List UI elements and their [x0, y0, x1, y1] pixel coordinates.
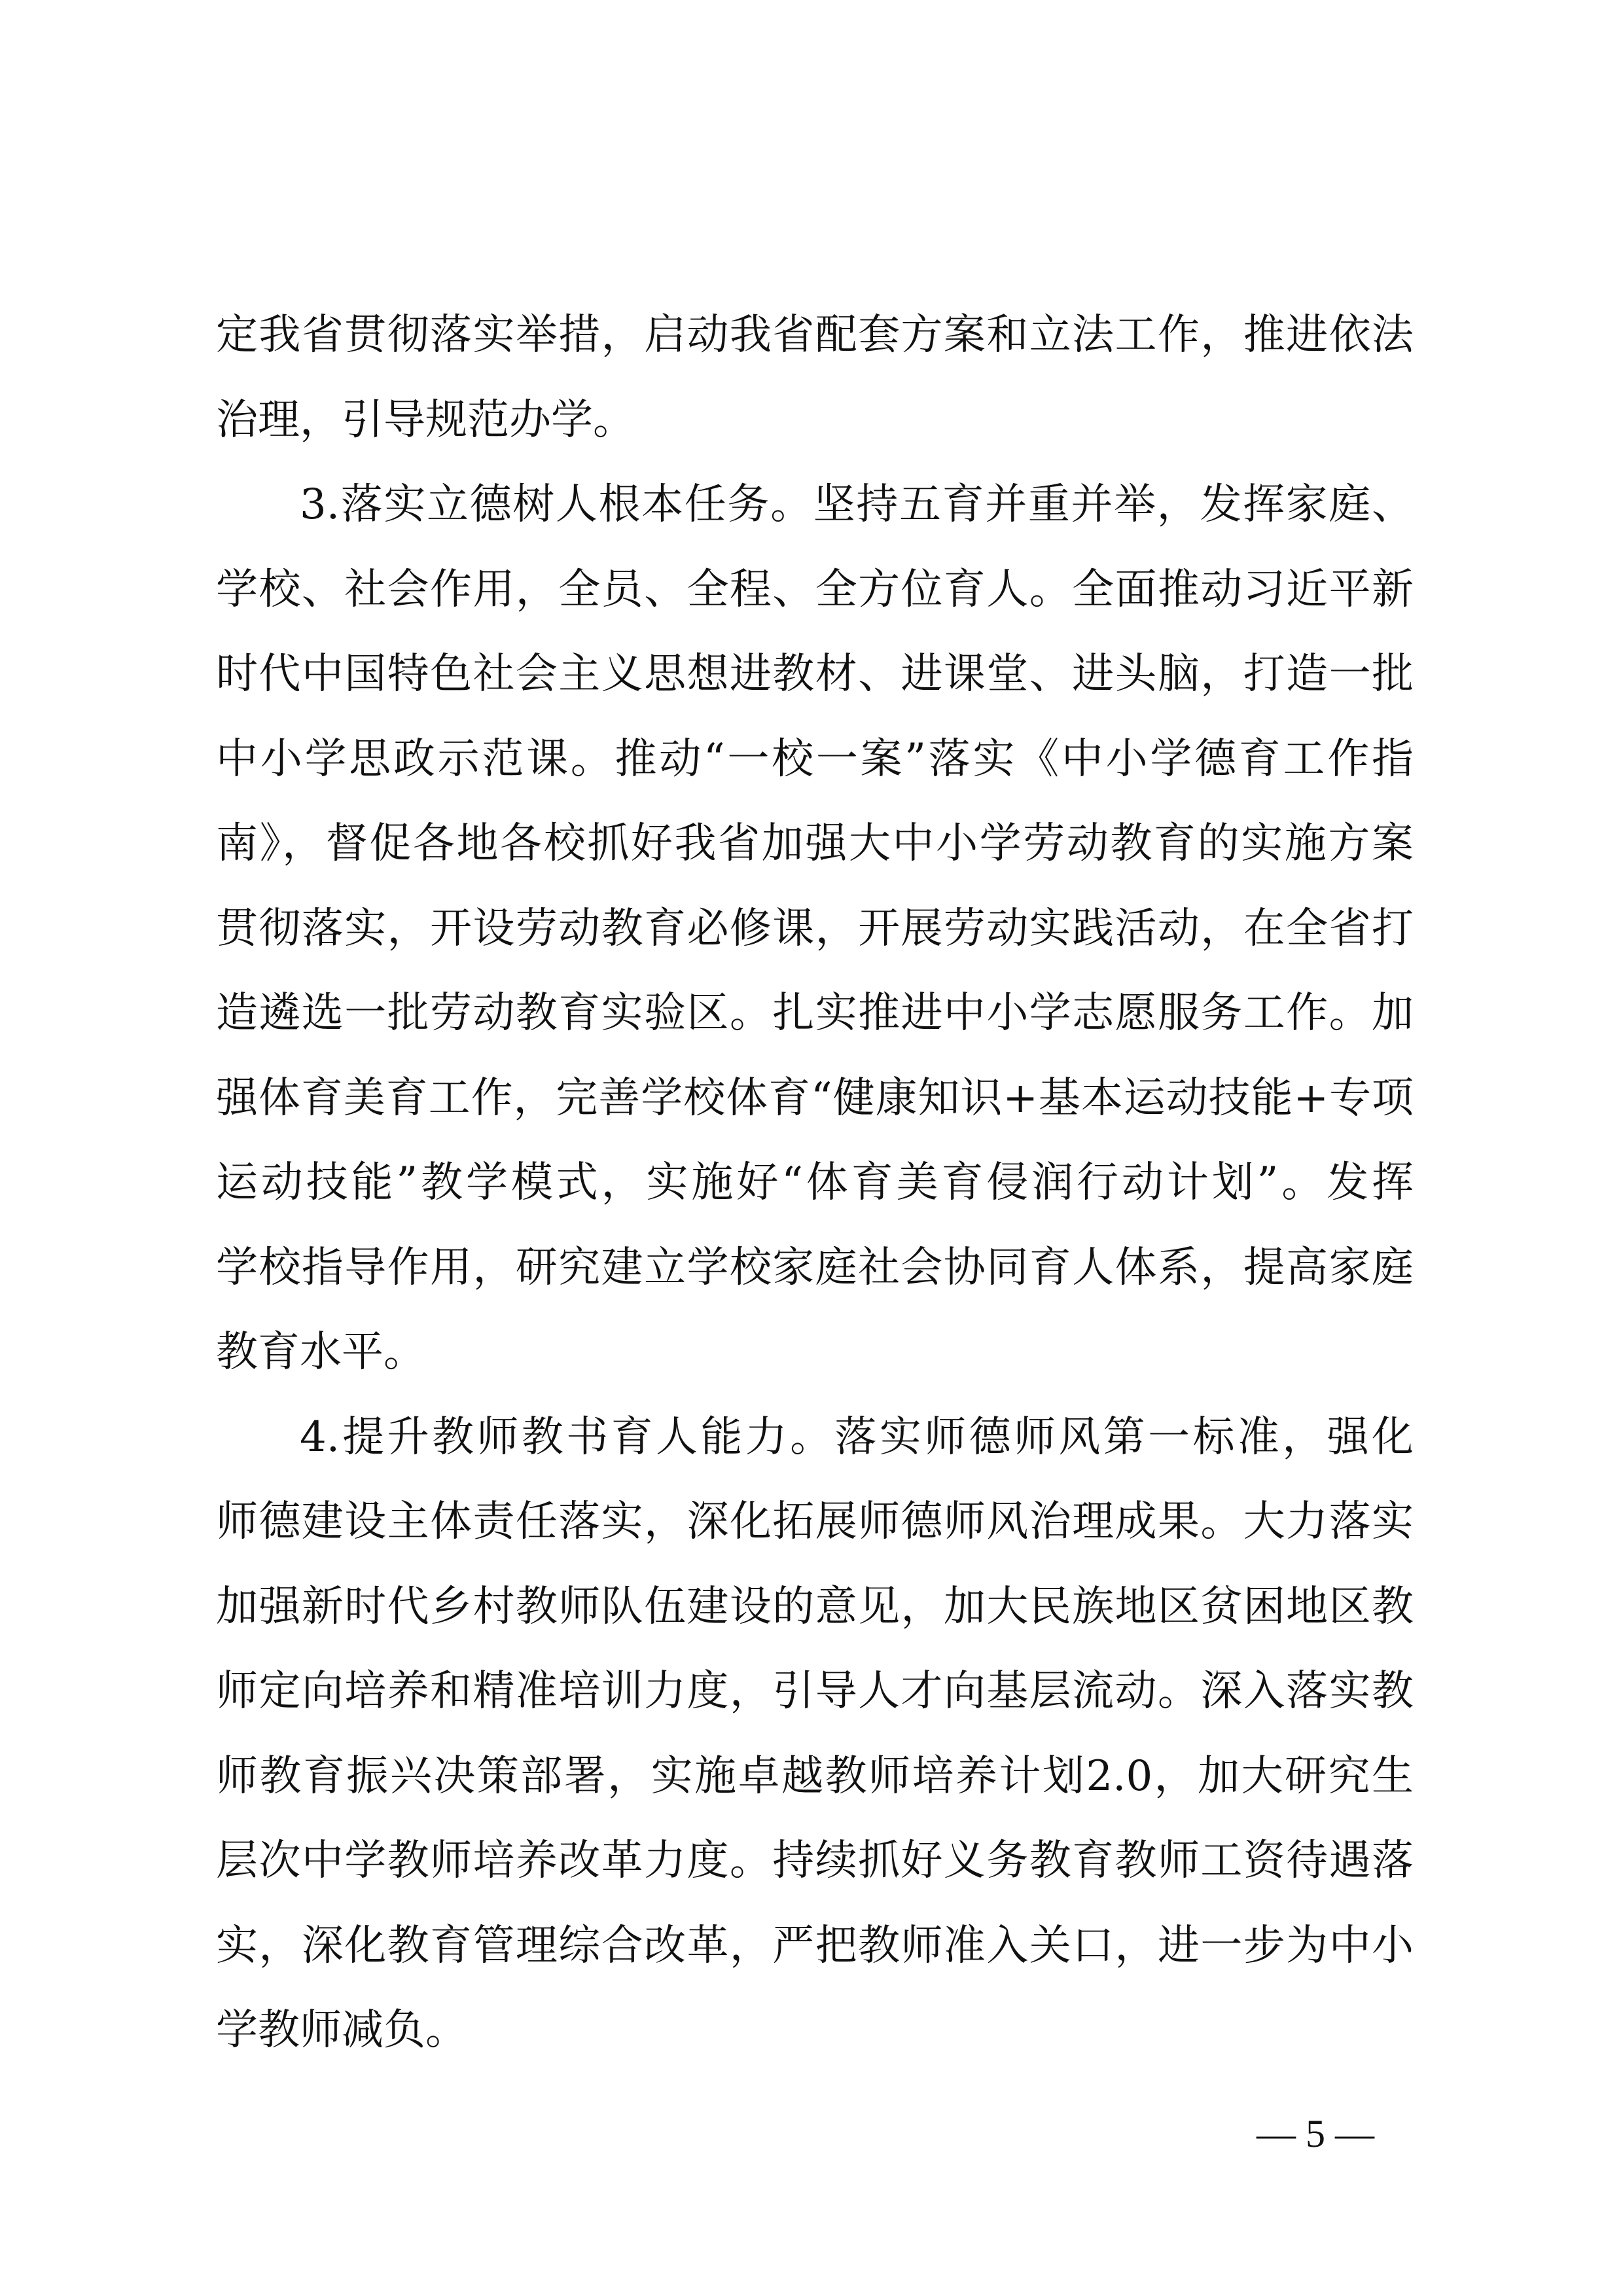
section-heading-line: 4.提升教师教书育人能力。落实师德师风第一标准，强化: [300, 1412, 1414, 1462]
text-line: 时代中国特色社会主义思想进教材、进课堂、进头脑，打造一批: [216, 650, 1414, 698]
text-line: 中小学思政示范课。推动“一校一案”落实《中小学德育工作指: [216, 734, 1414, 783]
text-line: 师教育振兴决策部署，实施卓越教师培养计划2.0，加大研究生: [216, 1751, 1414, 1801]
text-line: 实，深化教育管理综合改革，严把教师准入关口，进一步为中小: [216, 1921, 1414, 1970]
text-line: 定我省贯彻落实举措，启动我省配套方案和立法工作，推进依法: [216, 311, 1414, 359]
text-line: 强体育美育工作，完善学校体育“健康知识+基本运动技能+专项: [216, 1073, 1414, 1122]
text-line: 师德建设主体责任落实，深化拓展师德师风治理成果。大力落实: [216, 1498, 1414, 1546]
text-line: 南》，督促各地各校抓好我省加强大中小学劳动教育的实施方案: [216, 819, 1414, 868]
text-line: 贯彻落实，开设劳动教育必修课，开展劳动实践活动，在全省打: [216, 904, 1414, 953]
text-line: 层次中学教师培养改革力度。持续抓好义务教育教师工资待遇落: [216, 1837, 1414, 1885]
text-line: 运动技能”教学模式，实施好“体育美育侵润行动计划”。发挥: [216, 1158, 1414, 1207]
text-line: 造遴选一批劳动教育实验区。扎实推进中小学志愿服务工作。加: [216, 989, 1414, 1037]
body-text: [216, 293, 1414, 2073]
text-line: 治理，引导规范办学。: [216, 395, 635, 444]
text-line: 学教师减负。: [216, 2006, 467, 2054]
text-line: 学校、社会作用，全员、全程、全方位育人。全面推动习近平新: [216, 565, 1414, 614]
page-number: — 5 —: [1257, 2112, 1374, 2155]
text-line: 师定向培养和精准培训力度，引导人才向基层流动。深入落实教: [216, 1667, 1414, 1715]
text-line: 学校指导作用，研究建立学校家庭社会协同育人体系，提高家庭: [216, 1243, 1414, 1292]
section-heading-line: 3.落实立德树人根本任务。坚持五育并重并举，发挥家庭、: [300, 480, 1414, 529]
text-line: 加强新时代乡村教师队伍建设的意见，加大民族地区贫困地区教: [216, 1582, 1414, 1631]
text-line: 教育水平。: [216, 1328, 425, 1376]
